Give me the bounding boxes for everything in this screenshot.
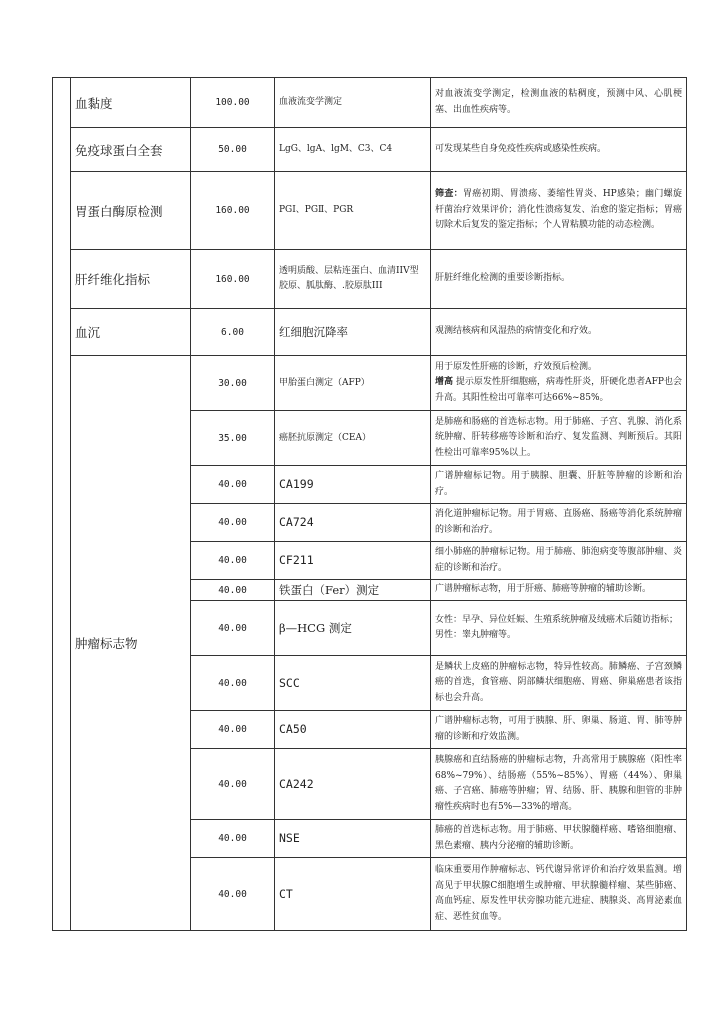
- table-row: [53, 250, 687, 309]
- left-margin-cell: [53, 78, 71, 931]
- row-price: 40.00: [191, 542, 275, 580]
- row-item: CF211: [275, 542, 431, 580]
- row-price: 40.00: [191, 466, 275, 504]
- row-item: 血液流变学测定: [275, 78, 431, 128]
- row-desc: 肝脏纤维化检测的重要诊断指标。: [431, 250, 687, 309]
- row-item: CA50: [275, 711, 431, 749]
- row-desc: 细小肺癌的肿瘤标记物。用于肺癌、肺泡病变等腹部肿瘤、炎症的诊断和治疗。: [431, 542, 687, 580]
- table-row: [53, 128, 687, 172]
- row-desc: 广谱肿瘤标志物，用于肝癌、肺癌等肿瘤的辅助诊断。: [431, 580, 687, 601]
- row-price: 6.00: [191, 309, 275, 356]
- table-row: [53, 309, 687, 356]
- row-price: 40.00: [191, 711, 275, 749]
- row-item: LgG、lgA、lgM、C3、C4: [275, 128, 431, 172]
- row-price: 30.00: [191, 356, 275, 411]
- desc-text: 女性：早孕、异位妊娠、生殖系统肿瘤及绒癌术后随访指标；: [435, 614, 679, 625]
- exam-table: [52, 77, 687, 931]
- tumor-marker-name: 肿瘤标志物: [71, 356, 191, 931]
- row-desc: 可发现某些自身免疫性疾病或感染性疾病。: [431, 128, 687, 172]
- row-desc: 消化道肿瘤标记物。用于胃癌、直肠癌、肠癌等消化系统肿瘤的诊断和治疗。: [431, 504, 687, 542]
- row-desc: 广谱肿瘤标志物，可用于胰腺、肝、卵巢、肠道、胃、肺等肿瘤的诊断和疗效监测。: [431, 711, 687, 749]
- row-item: 铁蛋白（Fer）测定: [275, 580, 431, 601]
- row-price: 160.00: [191, 172, 275, 250]
- desc-text: 胃癌初期、胃溃疡、萎缩性胃炎、HP感染；幽门螺旋杆菌治疗效果评价；消化性溃疡复发、治愈的鉴定指标；胃癌切除术后复发的鉴定指标；个人胃粘膜功能的动态检测。: [435, 189, 682, 231]
- row-desc: 是肺癌和肠癌的首选标志物。用于肺癌、子宫、乳腺、消化系统肿瘤、肝转移癌等诊断和治疗、复发监测、判断预后。其阳性检出可靠率95%以上。: [431, 411, 687, 466]
- desc-label: 增高: [435, 377, 454, 388]
- row-item: CA242: [275, 749, 431, 820]
- row-item: PGⅠ、PGⅡ、PGR: [275, 172, 431, 250]
- row-price: 40.00: [191, 504, 275, 542]
- row-price: 40.00: [191, 749, 275, 820]
- row-desc: 临床重要用作肿瘤标志、钙代谢异常评价和治疗效果监测。增高见于甲状腺C细胞增生或肿瘤、甲状腺髓样瘤、某些肺癌、高血钙症、原发性甲状旁腺功能亢进症、胰腺炎、高胃泌素血症、恶性贫血等。: [431, 858, 687, 931]
- row-name: 免疫球蛋白全套: [71, 128, 191, 172]
- row-desc: 对血液流变学测定，检测血液的粘稠度，预测中风、心肌梗塞、出血性疾病等。: [431, 78, 687, 128]
- row-item: 甲胎蛋白测定（AFP）: [275, 356, 431, 411]
- row-item: SCC: [275, 656, 431, 711]
- desc-text: 用于原发性肝癌的诊断，疗效预后检测。: [435, 361, 598, 372]
- row-desc: 肺癌的首选标志物。用于肺癌、甲状腺髓样癌、嗜铬细胞瘤、黑色素瘤、胰内分泌瘤的辅助诊断。: [431, 820, 687, 858]
- row-item: NSE: [275, 820, 431, 858]
- table-row: [53, 172, 687, 250]
- row-item: CT: [275, 858, 431, 931]
- table-row: [53, 356, 687, 411]
- row-desc: 是鳞状上皮癌的肿瘤标志物，特异性较高。肺鳞癌、子宫颈鳞癌的首选，食管癌、阴部鳞状细胞癌、胃癌、卵巢癌患者该指标也会升高。: [431, 656, 687, 711]
- row-item: CA199: [275, 466, 431, 504]
- row-price: 35.00: [191, 411, 275, 466]
- table-row: [53, 78, 687, 128]
- row-item: 癌胚抗原测定（CEA）: [275, 411, 431, 466]
- row-desc: [431, 356, 687, 411]
- row-item: CA724: [275, 504, 431, 542]
- row-item: β—HCG 测定: [275, 601, 431, 656]
- row-price: 40.00: [191, 820, 275, 858]
- row-desc: [431, 172, 687, 250]
- row-price: 40.00: [191, 656, 275, 711]
- row-desc: 胰腺癌和直结肠癌的肿瘤标志物，升高常用于胰腺癌（阳性率68%~79%）、结肠癌（55%~85%）、胃癌（44%）、卵巢癌、子宫癌、肺癌等肿瘤；胃、结肠、肝、胰腺和胆管的非肿瘤性疾病时也有5%—33%的增高。: [431, 749, 687, 820]
- row-desc: 广谱肿瘤标记物。用于胰腺、胆囊、肝脏等肿瘤的诊断和治疗。: [431, 466, 687, 504]
- row-name: 胃蛋白酶原检测: [71, 172, 191, 250]
- row-price: 100.00: [191, 78, 275, 128]
- row-desc: [431, 601, 687, 656]
- row-name: 血黏度: [71, 78, 191, 128]
- desc-text-2: 提示原发性肝细胞癌，病毒性肝炎，肝硬化患者AFP也会升高。其阳性检出可靠率可达66%~85%。: [435, 377, 682, 403]
- row-desc: 观测结核病和风湿热的病情变化和疗效。: [431, 309, 687, 356]
- row-name: 血沉: [71, 309, 191, 356]
- row-item: 红细胞沉降率: [275, 309, 431, 356]
- row-price: 160.00: [191, 250, 275, 309]
- desc-label: 筛查：: [435, 189, 463, 200]
- row-price: 40.00: [191, 580, 275, 601]
- row-price: 40.00: [191, 601, 275, 656]
- row-item: 透明质酸、层粘连蛋白、血清IIV型胶原、胍肽酶、.胶原肽III: [275, 250, 431, 309]
- desc-text-2: 男性：睾丸肿瘤等。: [435, 630, 517, 640]
- row-name: 肝纤维化指标: [71, 250, 191, 309]
- row-price: 50.00: [191, 128, 275, 172]
- row-price: 40.00: [191, 858, 275, 931]
